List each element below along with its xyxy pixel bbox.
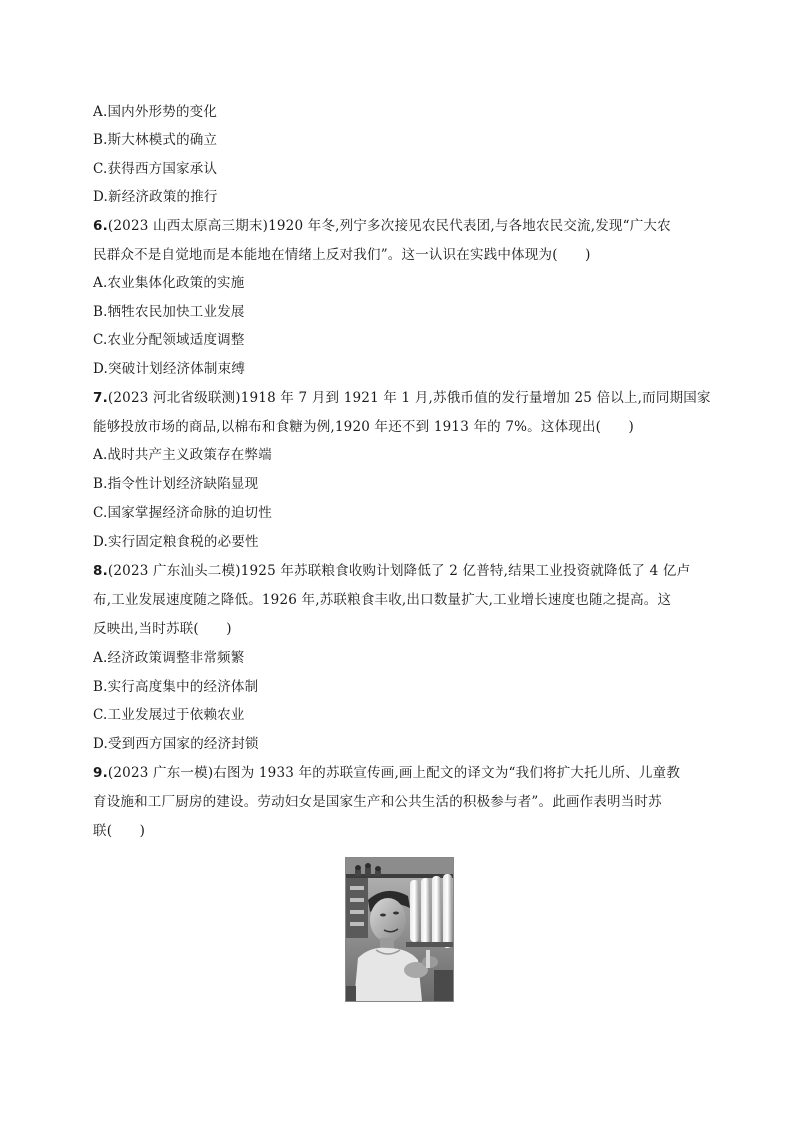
q6-option-c: C.农业分配领域适度调整 <box>93 332 245 348</box>
q8-option-a: A.经济政策调整非常频繁 <box>93 650 245 666</box>
q7-option-a: A.战时共产主义政策存在弊端 <box>93 447 272 463</box>
q8-option-b: B.实行高度集中的经济体制 <box>93 679 259 695</box>
q9-stem-line-1 <box>93 764 680 782</box>
q6-stem-line-1 <box>93 217 671 235</box>
q5-option-d: D.新经济政策的推行 <box>93 189 218 205</box>
q8-option-d: D.受到西方国家的经济封锁 <box>93 736 259 752</box>
q8-stem-line-3: 反映出,当时苏联( ) <box>93 621 232 637</box>
q7-number: 7. <box>93 390 108 406</box>
q9-number: 9. <box>93 765 108 781</box>
q6-option-b: B.牺牲农民加快工业发展 <box>93 304 245 320</box>
q8-number: 8. <box>93 563 108 579</box>
q9-stem-text-1: (2023 广东一模)右图为 1933 年的苏联宣传画,画上配文的译文为“我们将扩大托儿所、儿童教 <box>107 765 681 781</box>
q7-stem-line-1 <box>93 389 711 407</box>
q9-stem-line-2: 育设施和工厂厨房的建设。劳动妇女是国家生产和公共生活的积极参与者”。此画作表明当时苏 <box>93 794 662 810</box>
q7-stem-text-1: (2023 河北省级联测)1918 年 7 月到 1921 年 1 月,苏俄币值的发行量增加 25 倍以上,而同期国家 <box>107 390 711 406</box>
q7-stem-line-2: 能够投放市场的商品,以棉布和食糖为例,1920 年还不到 1913 年的 7%。这体现出( ) <box>93 419 635 435</box>
soviet-propaganda-poster-image <box>345 857 454 1002</box>
q9-stem-line-3: 联( ) <box>93 823 146 839</box>
q6-option-a: A.农业集体化政策的实施 <box>93 275 245 291</box>
q7-option-d: D.实行固定粮食税的必要性 <box>93 534 259 550</box>
q5-option-b: B.斯大林模式的确立 <box>93 132 218 148</box>
q5-option-a: A.国内外形势的变化 <box>93 104 218 120</box>
q6-option-d: D.突破计划经济体制束缚 <box>93 361 246 377</box>
q6-number: 6. <box>93 218 108 234</box>
q7-option-c: C.国家掌握经济命脉的迫切性 <box>93 505 272 521</box>
q6-stem-line-2: 民群众不是自觉地而是本能地在情绪上反对我们”。这一认识在实践中体现为( ) <box>93 247 591 263</box>
q6-stem-text-1: (2023 山西太原高三期末)1920 年冬,列宁多次接见农民代表团,与各地农民交流,发现“广大农 <box>107 218 671 234</box>
q8-stem-text-1: (2023 广东汕头二模)1925 年苏联粮食收购计划降低了 2 亿普特,结果工业投资就降低了 4 亿卢 <box>107 563 691 579</box>
q7-option-b: B.指令性计划经济缺陷显现 <box>93 476 259 492</box>
q8-stem-line-1 <box>93 562 690 580</box>
q8-option-c: C.工业发展过于依赖农业 <box>93 707 245 723</box>
q8-stem-line-2: 布,工业发展速度随之降低。1926 年,苏联粮食丰收,出口数量扩大,工业增长速度也随之提高。这 <box>93 592 672 608</box>
q5-option-c: C.获得西方国家承认 <box>93 161 218 177</box>
